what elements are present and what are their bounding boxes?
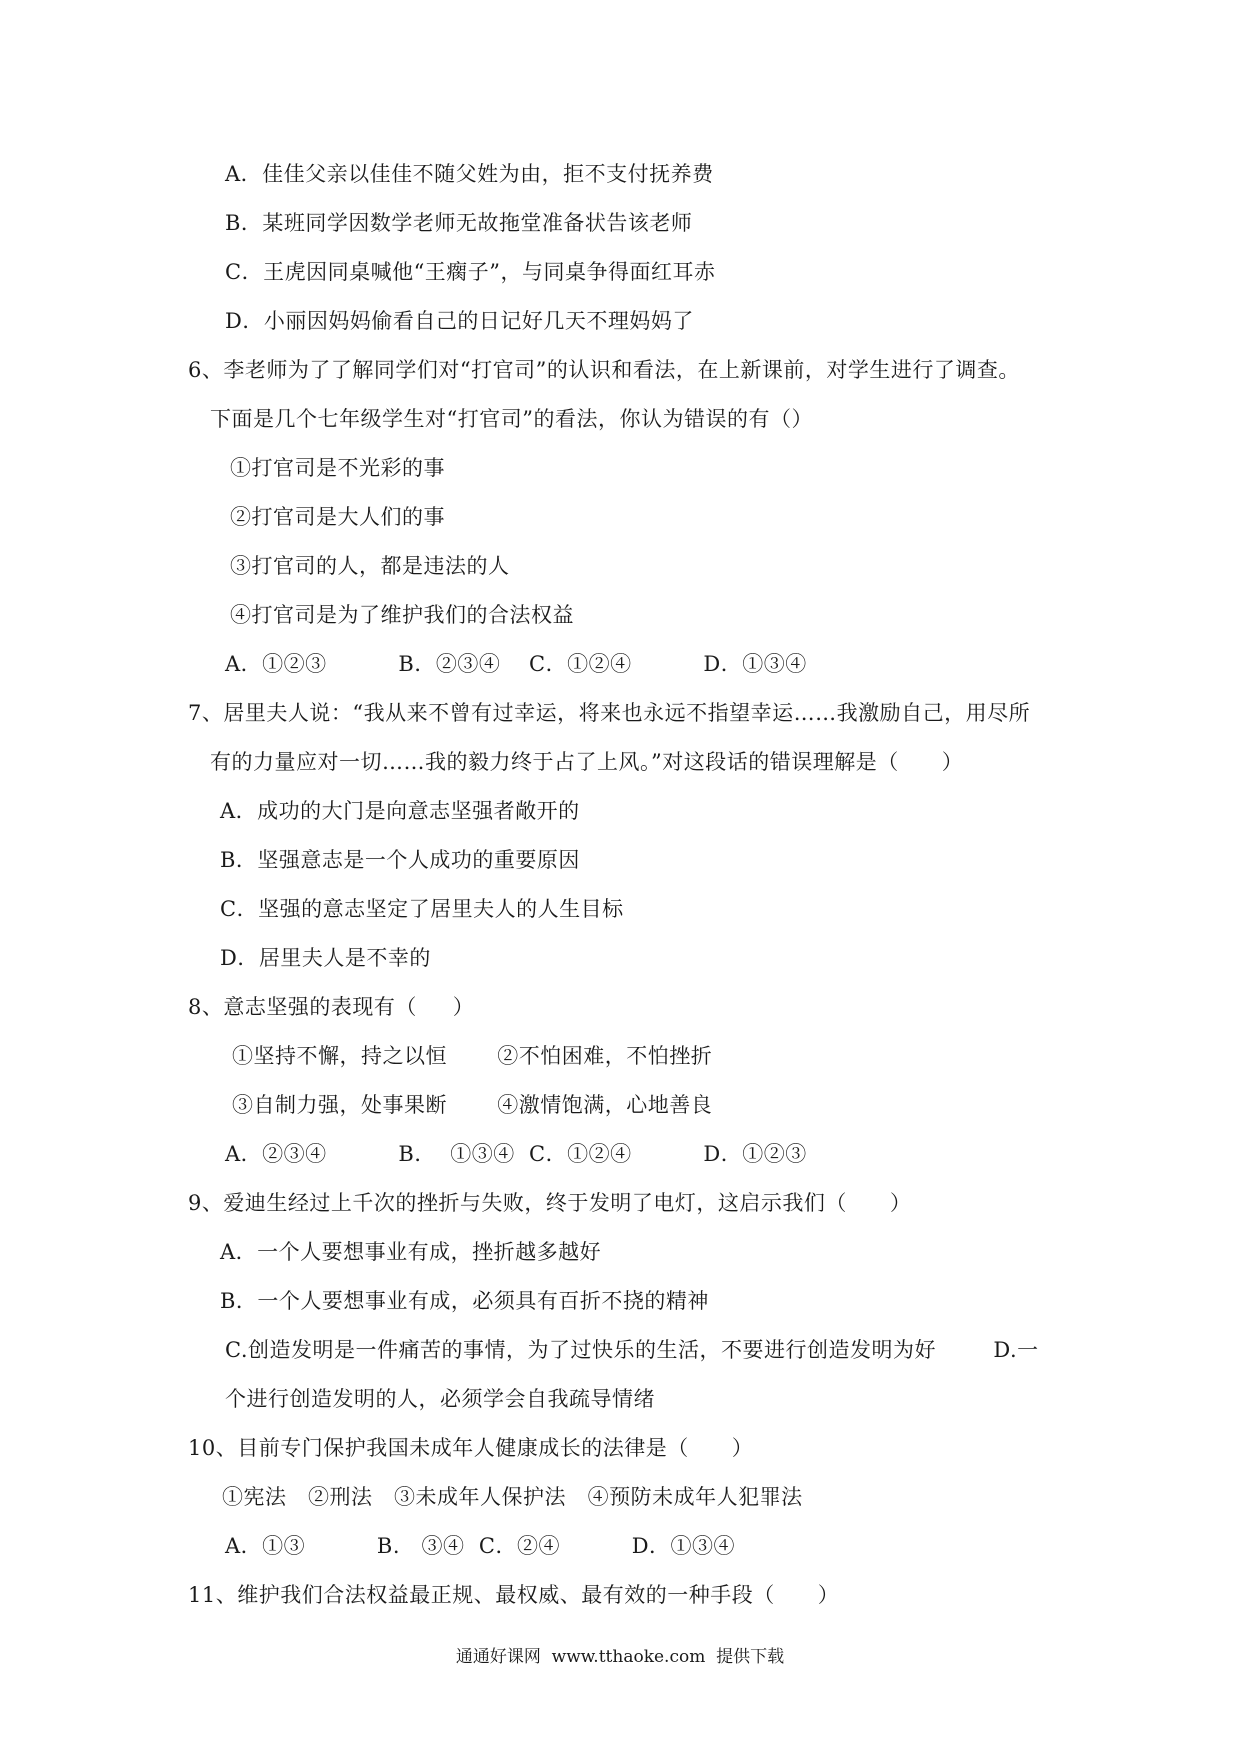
- q8-stem: 8、意志坚强的表现有（ ）: [188, 995, 475, 1019]
- q6-item-2: ②打官司是大人们的事: [230, 505, 445, 529]
- q5-option-a: A．佳佳父亲以佳佳不随父姓为由，拒不支付抚养费: [225, 162, 714, 186]
- q9-option-d-continued: 个进行创造发明的人，必须学会自我疏导情绪: [225, 1387, 655, 1411]
- q6-item-1: ①打官司是不光彩的事: [230, 456, 445, 480]
- q6-answer-choices: A．①②③ B．②③④ C．①②④ D．①③④: [225, 652, 807, 676]
- q9-option-a: A．一个人要想事业有成，挫折越多越好: [220, 1240, 602, 1264]
- q7-stem-line2: 有的力量应对一切……我的毅力终于占了上风。”对这段话的错误理解是（ ）: [210, 750, 964, 774]
- q9-option-b: B．一个人要想事业有成，必须具有百折不挠的精神: [220, 1289, 709, 1313]
- q10-answer-choices: A．①③ B. ③④ C．②④ D．①③④: [225, 1534, 736, 1558]
- q10-items: ①宪法 ②刑法 ③未成年人保护法 ④预防未成年人犯罪法: [222, 1485, 803, 1509]
- q7-option-d: D．居里夫人是不幸的: [220, 946, 431, 970]
- q8-items-row2: ③自制力强，处事果断 ④激情饱满，心地善良: [232, 1093, 713, 1117]
- q7-option-a: A．成功的大门是向意志坚强者敞开的: [220, 799, 580, 823]
- q8-answer-choices: A．②③④ B． ①③④ C．①②④ D．①②③: [225, 1142, 807, 1166]
- q7-option-c: C．坚强的意志坚定了居里夫人的人生目标: [220, 897, 624, 921]
- q6-item-4: ④打官司是为了维护我们的合法权益: [230, 603, 574, 627]
- q6-stem-line2: 下面是几个七年级学生对“打官司”的看法，你认为错误的有（）: [210, 407, 813, 431]
- q8-items-row1: ①坚持不懈，持之以恒 ②不怕困难，不怕挫折: [232, 1044, 713, 1068]
- q5-option-b: B．某班同学因数学老师无故拖堂准备状告该老师: [225, 211, 693, 235]
- page-footer: 通通好课网 www.tthaoke.com 提供下载: [455, 1647, 785, 1667]
- q10-stem: 10、目前专门保护我国未成年人健康成长的法律是（ ）: [188, 1436, 754, 1460]
- q11-stem: 11、维护我们合法权益最正规、最权威、最有效的一种手段（ ）: [188, 1583, 840, 1607]
- q6-item-3: ③打官司的人，都是违法的人: [230, 554, 510, 578]
- q9-option-c: C.创造发明是一件痛苦的事情，为了过快乐的生活，不要进行创造发明为好 D.一: [225, 1338, 1039, 1362]
- q9-stem: 9、爱迪生经过上千次的挫折与失败，终于发明了电灯，这启示我们（ ）: [188, 1191, 912, 1215]
- q7-option-b: B．坚强意志是一个人成功的重要原因: [220, 848, 580, 872]
- q5-option-c: C．王虎因同桌喊他“王瘸子”，与同桌争得面红耳赤: [225, 260, 716, 284]
- q6-stem-line1: 6、李老师为了了解同学们对“打官司”的认识和看法，在上新课前，对学生进行了调查。: [188, 358, 1020, 382]
- q7-stem-line1: 7、居里夫人说：“我从来不曾有过幸运，将来也永远不指望幸运……我激励自己，用尽所: [188, 701, 1031, 725]
- q5-option-d: D．小丽因妈妈偷看自己的日记好几天不理妈妈了: [225, 309, 694, 333]
